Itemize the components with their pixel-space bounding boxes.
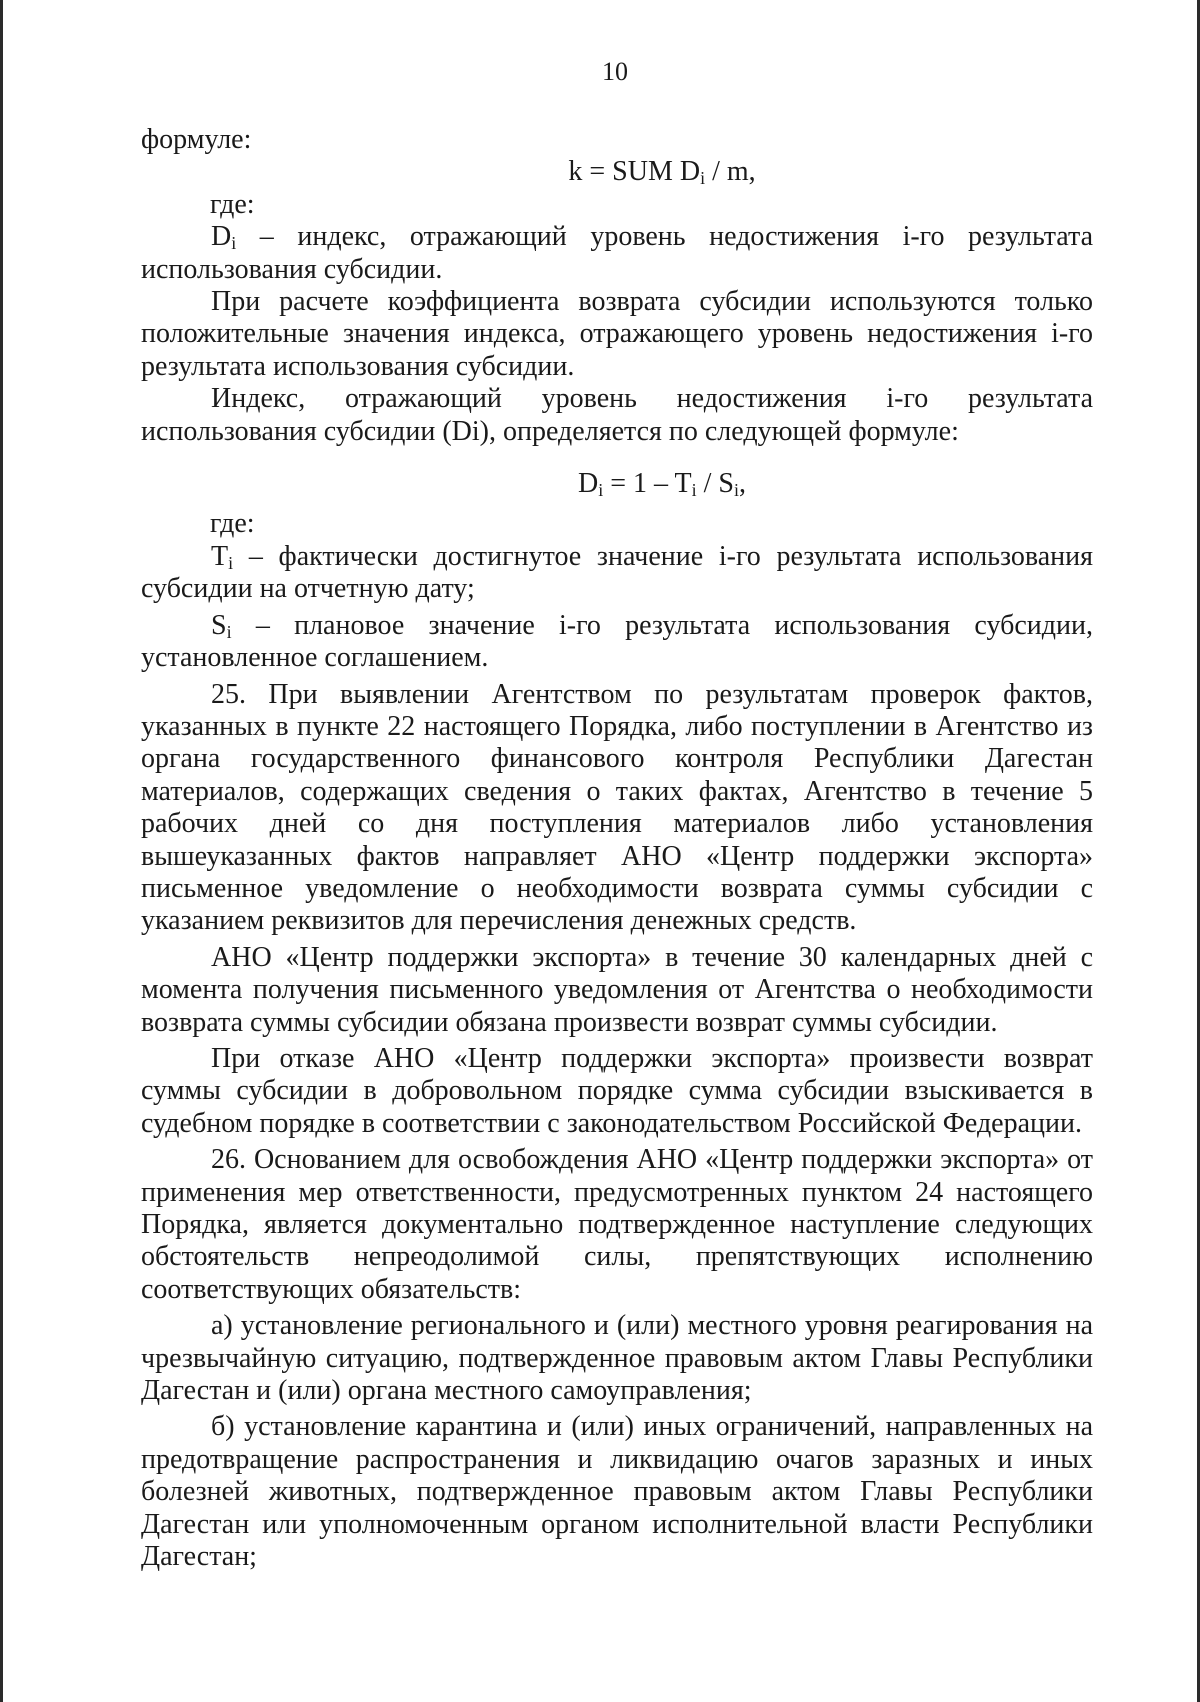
paragraph-gde-1: где: <box>210 188 255 220</box>
page-number: 10 <box>602 57 628 86</box>
paragraph-di-definition <box>141 221 1093 286</box>
ti-subscript: i <box>228 552 234 573</box>
si-subscript: i <box>226 621 232 642</box>
paragraph-subitem-a: а) установление регионального и (или) местного уровня реагирования на чрезвычайную ситуацию, подтвержденное правовым актом Главы Республики Дагестан и (или) органа местного самоуправления; <box>141 1310 1093 1407</box>
paragraph-si-definition <box>141 610 1093 675</box>
ti-symbol: T <box>211 540 229 572</box>
scan-edge-left <box>0 0 3 1702</box>
formula-di-a: D <box>577 468 599 500</box>
paragraph-index-formula-intro: Индекс, отражающий уровень недостижения i-го результата использования субсидии (Di), определяется по следующей формуле: <box>141 383 1093 447</box>
ti-text: – фактически достигнутое значение i-го результата использования субсидии на отчетную дату; <box>141 540 1093 605</box>
si-symbol: S <box>211 609 227 641</box>
formula-di-c-sub: i <box>734 480 740 501</box>
paragraph-item-25: 25. При выявлении Агентством по результатам проверок фактов, указанных в пункте 22 настоящего Порядка, либо поступлении в Агентство из органа государственного финансового контроля Республики Дагестан материалов, содержащих сведения о таких фактах, Агентство в течение 5 рабочих дней со дня поступления материалов либо установления вышеуказанных фактов направляет АНО «Центр поддержки экспорта» письменное уведомление о необходимости возврата суммы субсидии с указанием реквизитов для перечисления денежных средств. <box>141 678 1093 937</box>
paragraph-subitem-b: б) установление карантина и (или) иных ограничений, направленных на предотвращение распространения и ликвидацию очагов заразных и иных болезней животных, подтвержденное правовым актом Главы Республики Дагестан или уполномоченным органом исполнительной власти Республики Дагестан; <box>141 1411 1093 1573</box>
formula-k <box>231 156 1093 188</box>
paragraph-item-26: 26. Основанием для освобождения АНО «Центр поддержки экспорта» от применения мер ответственности, предусмотренных пунктом 24 настоящего Порядка, является документально подтвержденное наступление следующих обстоятельств непреодолимой силы, препятствующих исполнению соответствующих обязательств: <box>141 1144 1093 1305</box>
di-subscript: i <box>231 233 237 254</box>
formula-di-b: = 1 – T <box>603 468 692 500</box>
document-body <box>141 124 1093 1573</box>
formula-k-subscript: i <box>700 168 706 189</box>
formula-di-a-sub: i <box>598 480 604 501</box>
formula-di-b-sub: i <box>691 480 697 501</box>
formula-k-lhs: k = SUM D <box>568 156 701 188</box>
formula-di-c: / S <box>696 468 734 500</box>
paragraph-formula-intro: формуле: <box>141 124 252 155</box>
formula-di <box>231 468 1093 500</box>
formula-di-d: , <box>739 468 747 500</box>
si-text: – плановое значение i-го результата использования субсидии, установленное соглашением. <box>141 609 1093 674</box>
paragraph-gde-2: где: <box>210 508 255 540</box>
di-symbol: D <box>211 221 232 253</box>
paragraph-refusal: При отказе АНО «Центр поддержки экспорта» произвести возврат суммы субсидии в добровольном порядке сумма субсидии взыскивается в судебном порядке в соответствии с законодательством Российской Федерации. <box>141 1042 1093 1139</box>
formula-k-rhs: / m, <box>705 156 756 188</box>
paragraph-positive-values: При расчете коэффициента возврата субсидии используются только положительные значения индекса, отражающего уровень недостижения i-го результата использования субсидии. <box>141 286 1093 382</box>
di-text: – индекс, отражающий уровень недостижения i-го результата использования субсидии. <box>141 221 1093 285</box>
paragraph-refund-deadline: АНО «Центр поддержки экспорта» в течение 30 календарных дней с момента получения письменного уведомления от Агентства о необходимости возврата суммы субсидии обязана произвести возврат суммы субсидии. <box>141 941 1093 1038</box>
paragraph-ti-definition <box>141 541 1093 606</box>
